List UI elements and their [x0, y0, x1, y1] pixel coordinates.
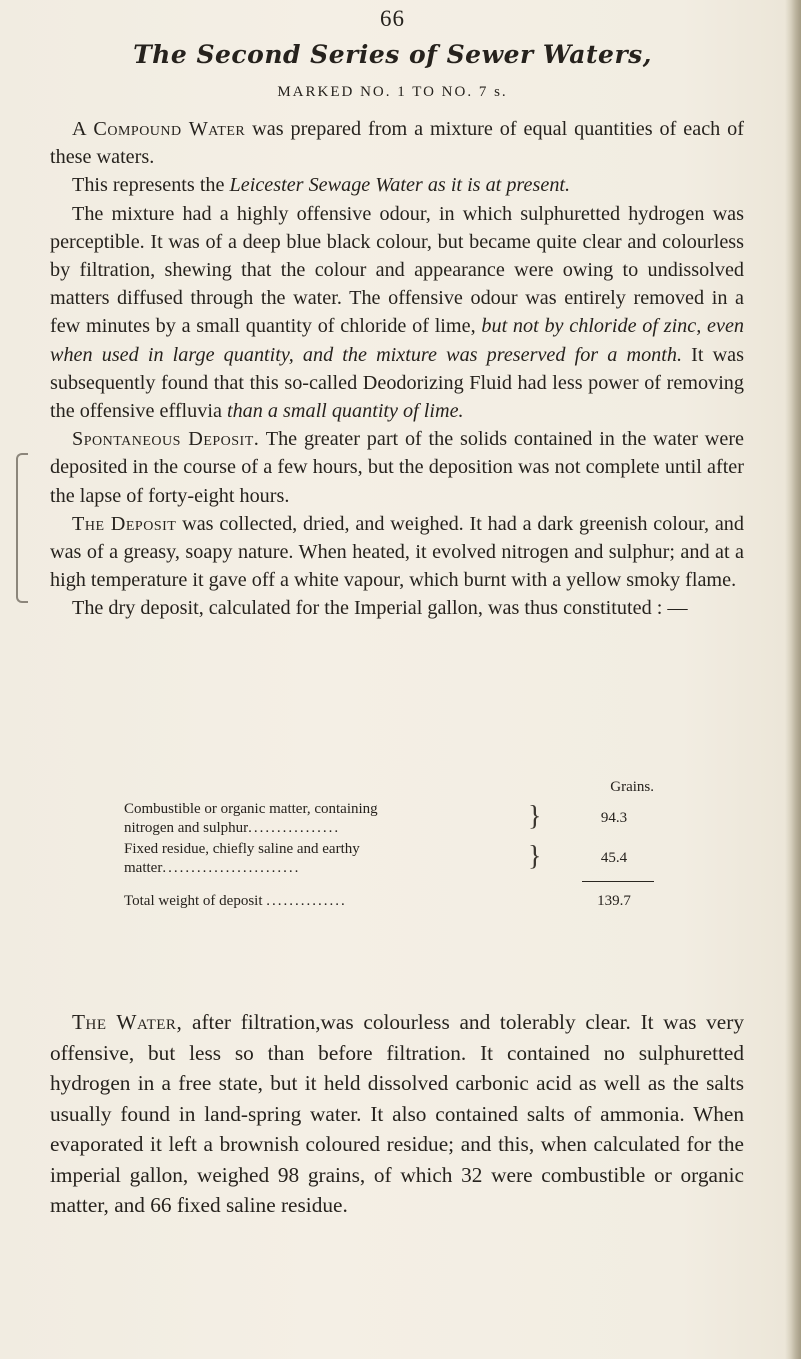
row-label-text: nitrogen and sulphur [124, 820, 249, 836]
paragraph-lead: Spontaneous Deposit. [72, 428, 260, 451]
paragraph-represents [50, 171, 744, 199]
units-header: Grains. [610, 779, 654, 795]
row-label-line: Fixed residue, chiefly saline and earthy [124, 841, 360, 857]
total-value: 139.7 [597, 893, 631, 909]
paragraph-lead: The Water, [72, 1010, 183, 1034]
paragraph-lead: A Compound Water [72, 118, 246, 140]
total-label-text: Total weight of deposit [124, 893, 263, 909]
leader-dots: ................ [248, 820, 341, 836]
paragraph-text: It was subsequently found that this so-called Deodorizing Fluid had less power of removing the offensive effluvia [50, 343, 744, 423]
row-label [124, 840, 524, 878]
text-block-upper [50, 115, 744, 623]
paragraph-the-water [50, 1007, 744, 1221]
paragraph-emphasis: Leicester Sewage Water as it is at present. [229, 174, 571, 197]
paragraph-emphasis: but not by chloride of zinc, even when used in large quantity, and the mixture was preserved for a month. [50, 315, 744, 366]
margin-bracket-mark [16, 453, 28, 603]
table-row [124, 800, 654, 840]
row-value: 45.4 [600, 850, 628, 866]
row-label-text: matter [124, 860, 163, 876]
page-number: 66 [380, 6, 405, 31]
section-title: The Second Series of Sewer Waters, [133, 40, 652, 69]
paragraph-text: This represents the [72, 174, 230, 197]
paragraph-text: was collected, dried, and weighed. It had a dark greenish colour, and was of a greasy, soapy nature. When heated, it evolved nitrogen and sulphur; and at a high temperature it gave off a white vapour, which burnt with a yellow smoky flame. [50, 512, 744, 592]
paragraph-spontaneous-deposit [50, 425, 744, 510]
row-label [124, 800, 524, 838]
row-value: 94.3 [600, 810, 628, 826]
leader-dots: .............. [266, 893, 347, 909]
row-label-line: Combustible or organic matter, containing [124, 801, 378, 817]
table-row [124, 840, 654, 880]
paragraph-mixture-odour [50, 200, 744, 426]
paragraph-text: The greater part of the solids contained in the water were deposited in the course of a few hours, but the deposition was not complete until after the lapse of forty-eight hours. [50, 428, 744, 507]
paragraph-compound-water [50, 115, 744, 171]
paragraph-text: after filtration,was colourless and tolerably clear. It was very offensive, but less so than before filtration. It contained no sulphuretted hydrogen in a free state, but it held dissolved carbonic acid as well as the salts usually found in land-spring water. It also contained salts of ammonia. When evaporated it left a brownish coloured residue; and this, when calculated for the imperial gallon, weighed 98 grains, of which 32 were combustible or organic matter, and 66 fixed saline residue. [50, 1010, 744, 1217]
brace-symbol: } [528, 841, 542, 872]
paragraph-emphasis: than a small quantity of lime. [226, 400, 464, 423]
paragraph-lead: The Deposit [72, 512, 177, 535]
row-label-line [124, 819, 524, 838]
sum-rule [582, 881, 654, 882]
paragraph-text: The mixture had a highly offensive odour, in which sulphuretted hydrogen was perceptible. It was of a deep blue black colour, but became quite clear and colourless by filtration, shewing that the colour and appearance were owing to undissolved matters diffused through the water. The offensive odour was entirely removed in a few minutes by a small quantity of chloride of lime, [50, 202, 744, 338]
text-block-lower [50, 1007, 744, 1221]
row-label-line [124, 859, 524, 878]
leader-dots: ........................ [162, 860, 301, 876]
paragraph-text: was prepared from a mixture of equal quantities of each of these waters. [50, 118, 744, 169]
paragraph-dry-deposit [50, 594, 744, 622]
page-edge-shadow [785, 0, 801, 1359]
total-label [124, 892, 347, 911]
paragraph-text: The dry deposit, calculated for the Imperial gallon, was thus constituted : — [72, 597, 688, 620]
section-subtitle: MARKED NO. 1 TO NO. 7 s. [277, 84, 508, 100]
paragraph-the-deposit [50, 510, 744, 595]
brace-symbol: } [528, 801, 542, 832]
total-row [124, 892, 654, 914]
